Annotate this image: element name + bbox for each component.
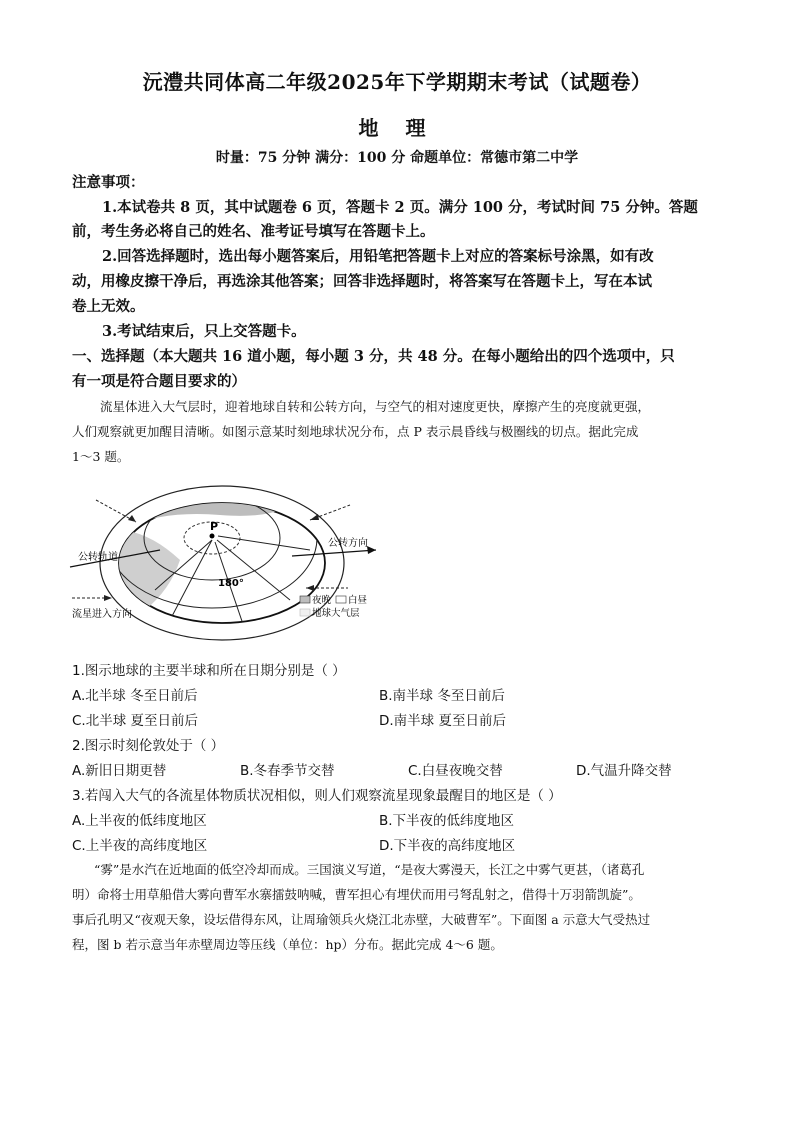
option-d: D.南半球 夏至日前后 <box>379 713 506 729</box>
notice-line: 3.考试结束后，只上交答题卡。 <box>102 323 306 340</box>
legend-night: 夜晚 <box>312 595 332 606</box>
option-c: C.上半夜的高纬度地区 <box>72 838 208 854</box>
subject-title: 地 理 <box>358 116 436 140</box>
notice-line: 动，用橡皮擦干净后，再选涂其他答案；回答非选择题时，将答案写在答题卡上，写在本试 <box>72 273 652 290</box>
orbit-arrow-icon <box>367 546 376 554</box>
longitude-180-label: 180° <box>218 578 244 589</box>
notice-line: 1.本试卷共 8 页，其中试题卷 6 页，答题卡 2 页。满分 100 分，考试时间 75 分钟。答题 <box>102 199 698 216</box>
option-a: A.上半夜的低纬度地区 <box>72 813 207 829</box>
passage-line: “雾”是水汽在近地面的低空冷却而成。三国演义写道，“是夜大雾漫天，长江之中雾气更甚，（诸葛孔 <box>94 862 645 877</box>
passage-line: 程，图 b 若示意当年赤壁周边等压线（单位：hp）分布。据此完成 4～6 题。 <box>72 937 503 952</box>
legend-atmosphere-swatch <box>300 609 310 616</box>
legend-day-swatch <box>336 596 346 603</box>
notice-line: 2.回答选择题时，选出每小题答案后，用铅笔把答题卡上对应的答案标号涂黑，如有改 <box>102 248 654 265</box>
question-stem: 3.若闯入大气的各流星体物质状况相似，则人们观察流星现象最醒目的地区是（ ） <box>72 788 562 804</box>
orbit-label-right: 公转方向 <box>328 538 368 549</box>
notice-line: 前，考生务必将自己的姓名、准考证号填写在答题卡上。 <box>72 223 435 240</box>
section-heading-cont: 有一项是符合题目要求的） <box>72 373 246 390</box>
passage-line: 人们观察就更加醒目清晰。如图示意某时刻地球状况分布，点 P 表示晨昏线与极圈线的切点。据此完成 <box>72 424 639 439</box>
option-c: C.白昼夜晚交替 <box>408 763 503 779</box>
legend-day: 白昼 <box>348 595 368 606</box>
earth-figure <box>60 470 390 655</box>
option-b: B.冬春季节交替 <box>240 763 335 779</box>
option-c: C.北半球 夏至日前后 <box>72 713 199 729</box>
legend-night-swatch <box>300 596 310 603</box>
passage-line: 明）命将士用草船借大雾向曹军水寨擂鼓呐喊，曹军担心有埋伏而用弓弩乱射之，借得十万羽箭凯旋”。 <box>72 887 641 902</box>
option-a: A.北半球 冬至日前后 <box>72 688 198 704</box>
question-stem: 1.图示地球的主要半球和所在日期分别是（ ） <box>72 663 346 679</box>
legend-atmosphere: 地球大气层 <box>312 608 360 619</box>
option-b: B.下半夜的低纬度地区 <box>379 813 515 829</box>
notice-line: 卷上无效。 <box>72 298 145 315</box>
option-d: D.下半夜的高纬度地区 <box>379 838 516 854</box>
passage-line: 事后孔明又“夜观天象，设坛借得东风，让周瑜领兵火烧江北赤壁，大破曹军”。下面图 a 示意大气受热过 <box>72 912 651 927</box>
exam-meta: 时量：75 分钟 满分：100 分 命题单位：常德市第二中学 <box>215 150 579 166</box>
point-p-label: P <box>210 520 219 533</box>
passage-line: 流星体进入大气层时，迎着地球自转和公转方向，与空气的相对速度更快，摩擦产生的亮度就更强， <box>100 399 651 414</box>
orbit-label-left: 公转轨道 <box>78 552 118 563</box>
passage-line: 1～3 题。 <box>72 449 130 464</box>
meteor-direction-label: 流星进入方向 <box>72 609 132 620</box>
exam-title: 沅澧共同体高二年级2025年下学期期末考试（试题卷） <box>142 70 652 94</box>
option-a: A.新旧日期更替 <box>72 763 167 779</box>
option-b: B.南半球 冬至日前后 <box>379 688 505 704</box>
notice-heading: 注意事项： <box>72 174 145 191</box>
question-stem: 2.图示时刻伦敦处于（ ） <box>72 738 225 754</box>
option-d: D.气温升降交替 <box>576 763 672 779</box>
section-heading: 一、选择题（本大题共 16 道小题，每小题 3 分，共 48 分。在每小题给出的四个选项中，只 <box>72 348 675 365</box>
